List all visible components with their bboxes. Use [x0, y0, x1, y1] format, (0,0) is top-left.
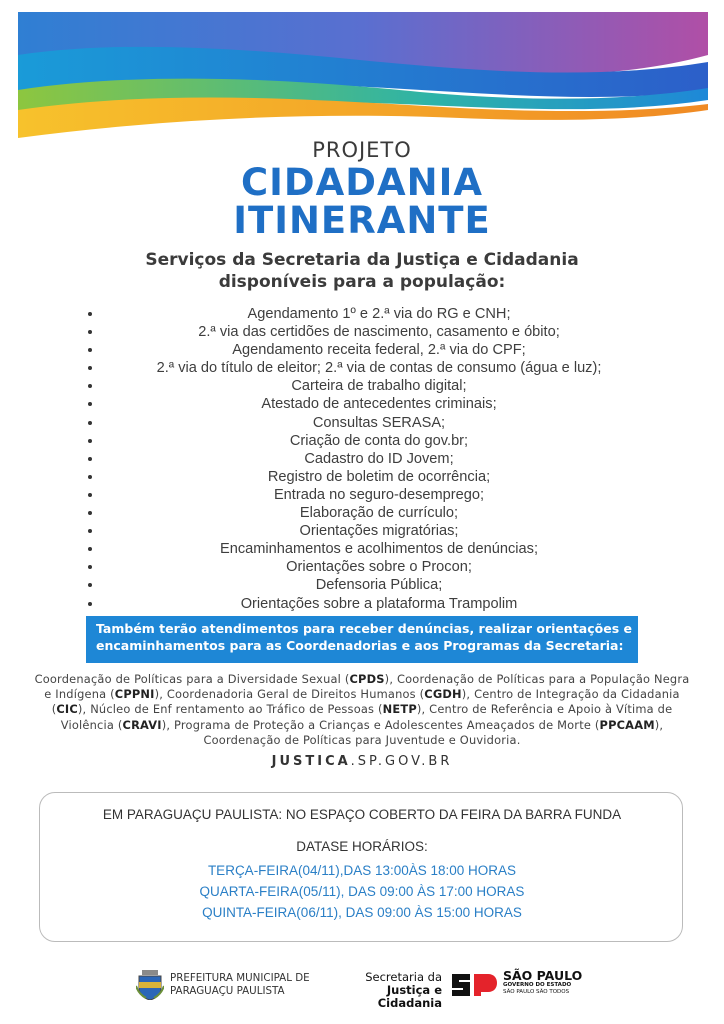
services-list: [88, 305, 670, 613]
list-item: Registro de boletim de ocorrência;: [88, 468, 670, 486]
list-item: Cadastro do ID Jovem;: [88, 450, 670, 468]
list-item: Elaboração de currículo;: [88, 504, 670, 522]
bullet-icon: [88, 602, 92, 606]
bullet-icon: [88, 439, 92, 443]
list-item: Encaminhamentos e acolhimentos de denúncias;: [88, 540, 670, 558]
sp-slogan: SÃO PAULO SÃO TODOS: [503, 989, 570, 995]
list-item: Consultas SERASA;: [88, 414, 670, 432]
list-item: TERÇA-FEIRA(04/11),DAS 13:00ÀS 18:00 HORAS: [207, 863, 517, 878]
bullet-icon: [88, 583, 92, 587]
sp-subtitle: GOVERNO DO ESTADO: [503, 982, 572, 988]
bullet-icon: [88, 348, 92, 352]
sp-title: SÃO PAULO: [503, 968, 583, 983]
project-label: PROJETO: [312, 138, 412, 162]
bullet-icon: [88, 475, 92, 479]
list-item: Entrada no seguro-desemprego;: [88, 486, 670, 504]
list-item: Atestado de antecedentes criminais;: [88, 395, 670, 413]
bullet-icon: [88, 402, 92, 406]
banner-line-1: Também terão atendimentos para receber denúncias, realizar orientações e: [96, 621, 632, 636]
footer-logos: [0, 966, 724, 1010]
bullet-icon: [88, 366, 92, 370]
bullet-icon: [88, 457, 92, 461]
list-item: 2.ª via das certidões de nascimento, casamento e óbito;: [88, 323, 670, 341]
title-line-1: CIDADANIA: [241, 161, 483, 204]
services-heading: [0, 249, 724, 293]
list-item: Defensoria Pública;: [88, 576, 670, 594]
title-line-2: ITINERANTE: [233, 199, 491, 242]
list-item: Carteira de trabalho digital;: [88, 377, 670, 395]
bullet-icon: [88, 565, 92, 569]
header-wave-graphic: [0, 0, 724, 150]
list-item: 2.ª via do título de eleitor; 2.ª via de contas de consumo (água e luz);: [88, 359, 670, 377]
secretaria-logo-text: [330, 971, 442, 1010]
sp-government-text: [503, 969, 582, 996]
list-item: Orientações migratórias;: [88, 522, 670, 540]
event-venue: EM PARAGUAÇU PAULISTA: NO ESPAÇO COBERTO DA FEIRA DA BARRA FUNDA: [102, 807, 622, 822]
bullet-icon: [88, 384, 92, 388]
bullet-icon: [88, 547, 92, 551]
sp-government-logo-icon: [450, 970, 498, 998]
bullet-icon: [88, 511, 92, 515]
services-heading-line-2: disponíveis para a população:: [218, 272, 506, 292]
bullet-icon: [88, 529, 92, 533]
dates-heading: DATASE HORÁRIOS:: [296, 839, 428, 854]
website-url: JUSTICA.SP.GOV.BR: [271, 754, 453, 769]
municipal-crest-icon: [136, 970, 164, 1000]
coordinations-paragraph: Coordenação de Políticas para a Diversidade Sexual (CPDS), Coordenação de Políticas para a População Negra e Indígena (CPPNI), Coordenadoria Geral de Direitos Humanos (CGDH), Centro de Integração da Cidadania (CIC), Núcleo de Enf rentamento ao Tráfico de Pessoas (NETP), Centro de Referência e Apoio à Vítima de Violência (CRAVI), Programa de Proteção a Crianças e Adolescentes Ameaçados de Morte (PPCAAM), Coordenação de Políticas para Juventude e Ouvidoria.: [34, 672, 690, 747]
secretaria-line-1: Secretaria da: [365, 970, 442, 984]
list-item: Orientações sobre o Procon;: [88, 558, 670, 576]
services-heading-line-1: Serviços da Secretaria da Justiça e Cidadania: [145, 250, 579, 270]
prefeitura-line-2: PARAGUAÇU PAULISTA: [170, 985, 285, 997]
list-item: Criação de conta do gov.br;: [88, 432, 670, 450]
bullet-icon: [88, 421, 92, 425]
prefeitura-line-1: PREFEITURA MUNICIPAL DE: [170, 972, 310, 984]
list-item: Orientações sobre a plataforma Trampolim: [88, 595, 670, 613]
list-item: QUINTA-FEIRA(06/11), DAS 09:00 ÀS 15:00 HORAS: [202, 905, 522, 920]
bullet-icon: [88, 493, 92, 497]
bullet-icon: [88, 312, 92, 316]
secretaria-line-2: Justiça e Cidadania: [377, 983, 442, 1010]
list-item: Agendamento 1º e 2.ª via do RG e CNH;: [88, 305, 670, 323]
banner-line-2: encaminhamentos para as Coordenadorias e aos Programas da Secretaria:: [96, 638, 624, 653]
prefeitura-logo: [136, 970, 310, 1000]
list-item: QUARTA-FEIRA(05/11), DAS 09:00 ÀS 17:00 HORAS: [199, 884, 525, 899]
list-item: Agendamento receita federal, 2.ª via do CPF;: [88, 341, 670, 359]
bullet-icon: [88, 330, 92, 334]
event-dates-list: [0, 861, 724, 924]
info-banner: [86, 616, 638, 663]
